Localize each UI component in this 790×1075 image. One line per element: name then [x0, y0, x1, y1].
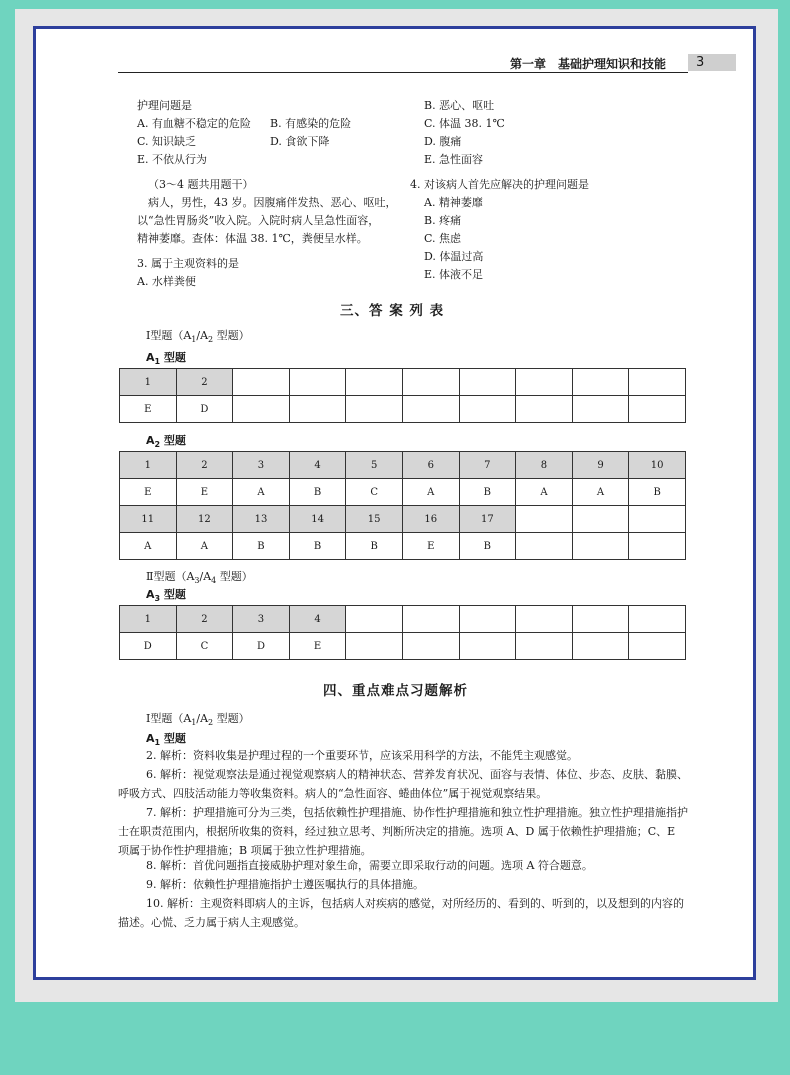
a2-num-cell: 11 — [120, 506, 177, 533]
a2-answer-cell: A — [572, 479, 629, 506]
answers-section-title: 三、答 案 列 表 — [340, 303, 445, 319]
a1-answer-cell — [233, 396, 290, 423]
analysis-type1-label: Ⅰ型题（$A_1/A_2$ 型题） — [146, 712, 250, 728]
a3-num-cell — [516, 606, 573, 633]
header-rule — [118, 72, 688, 73]
a3-answer-cell — [629, 633, 686, 660]
a3-answer-cell: E — [289, 633, 346, 660]
a1-num-cell — [233, 369, 290, 396]
a2-answer-cell: A — [402, 479, 459, 506]
answers-a1-label: $A_1$ 型题 — [146, 351, 186, 367]
a2-answer-cell — [629, 533, 686, 560]
q4-option-a: A. 精神萎靡 — [424, 196, 483, 209]
q2-option-b: B. 有感染的危险 — [270, 117, 352, 130]
q2-option-d: D. 食欲下降 — [270, 135, 330, 148]
q3-option-a: A. 水样粪便 — [137, 275, 196, 288]
a1-num-cell: 1 — [120, 369, 177, 396]
a2-answer-cell: B — [629, 479, 686, 506]
a2-num-cell: 12 — [176, 506, 233, 533]
q3-option-d: D. 腹痛 — [424, 135, 462, 148]
a2-num-cell: 7 — [459, 452, 516, 479]
a2-num-cell: 15 — [346, 506, 403, 533]
a1-answer-cell: E — [120, 396, 177, 423]
a3-answer-cell: C — [176, 633, 233, 660]
a1-answer-cell — [572, 396, 629, 423]
analysis-a1-label: $A_1$ 型题 — [146, 732, 186, 748]
a2-num-cell — [572, 506, 629, 533]
a2-answer-cell: A — [120, 533, 177, 560]
q4-option-e: E. 体液不足 — [424, 268, 484, 281]
a3-num-cell: 4 — [289, 606, 346, 633]
a3-answer-cell — [346, 633, 403, 660]
q4-option-c: C. 焦虑 — [424, 232, 462, 245]
q4-option-b: B. 疼痛 — [424, 214, 462, 227]
analysis-item-10: 10. 解析：主观资料即病人的主诉，包括病人对疾病的感觉，对所经历的、看到的、听到的，以及想到的内容的描述。心慌、乏力属于病人主观感觉。 — [118, 897, 684, 929]
q4-stem: 4. 对该病人首先应解决的护理问题是 — [410, 178, 589, 191]
q3-stem: 3. 属于主观资料的是 — [137, 257, 239, 270]
a2-answer-cell — [516, 533, 573, 560]
a1-answer-cell — [402, 396, 459, 423]
a2-num-cell: 1 — [120, 452, 177, 479]
a2-answer-cell: A — [233, 479, 290, 506]
a3-answer-cell: D — [120, 633, 177, 660]
analysis-item-8: 8. 解析：首优问题指直接威胁护理对象生命，需要立即采取行动的问题。选项 A 符合题意。 — [146, 859, 593, 872]
a1-answer-cell — [459, 396, 516, 423]
a3-num-cell — [572, 606, 629, 633]
analysis-item-7: 7. 解析：护理措施可分为三类，包括依赖性护理措施、协作性护理措施和独立性护理措施。独立性护理措施指护士在职责范围内，根据所收集的资料，经过独立思考、判断所决定的措施。选项 A、D 属于依赖性护理措施；C、E 项属于协作性护理措施；B 项属于独立性护理措施。 — [118, 806, 688, 857]
a2-answer-cell: A — [516, 479, 573, 506]
a2-num-cell: 4 — [289, 452, 346, 479]
a1-num-cell — [402, 369, 459, 396]
a3-num-cell — [629, 606, 686, 633]
a3-answer-cell — [516, 633, 573, 660]
q2-stem: 护理问题是 — [137, 99, 192, 112]
analysis-section-title: 四、重点难点习题解析 — [323, 683, 468, 699]
q4-option-d: D. 体温过高 — [424, 250, 484, 263]
a2-num-cell: 8 — [516, 452, 573, 479]
a1-num-cell — [572, 369, 629, 396]
a1-num-cell — [346, 369, 403, 396]
q3-option-c: C. 体温 38. 1℃ — [424, 117, 505, 130]
a1-num-cell: 2 — [176, 369, 233, 396]
a1-num-cell — [516, 369, 573, 396]
q3-option-e: E. 急性面容 — [424, 153, 484, 166]
a2-num-cell: 6 — [402, 452, 459, 479]
a2-answer-table — [119, 451, 686, 560]
case-line-2: 以“急性胃肠炎”收入院。入院时病人呈急性面容， — [137, 214, 380, 227]
a2-answer-cell: E — [176, 479, 233, 506]
a3-answer-table — [119, 605, 686, 660]
a2-num-cell: 17 — [459, 506, 516, 533]
a1-num-cell — [289, 369, 346, 396]
a3-answer-cell — [459, 633, 516, 660]
a2-answer-cell: B — [233, 533, 290, 560]
a2-answer-cell: E — [120, 479, 177, 506]
a1-answer-cell — [346, 396, 403, 423]
a3-answer-cell: D — [233, 633, 290, 660]
a2-num-cell: 5 — [346, 452, 403, 479]
answers-type2-label: Ⅱ型题（$A_3/A_4$ 型题） — [146, 570, 253, 586]
a1-num-cell — [629, 369, 686, 396]
analysis-item-2: 2. 解析：资料收集是护理过程的一个重要环节，应该采用科学的方法，不能凭主观感觉。 — [146, 749, 578, 762]
a1-answer-cell: D — [176, 396, 233, 423]
answers-type1-label: Ⅰ型题（$A_1/A_2$ 型题） — [146, 329, 250, 345]
answers-a3-label: $A_3$ 型题 — [146, 588, 186, 604]
q3-option-b: B. 恶心、呕吐 — [424, 99, 495, 112]
q2-option-e: E. 不依从行为 — [137, 153, 208, 166]
a1-answer-table — [119, 368, 686, 423]
page-number: 3 — [688, 54, 736, 71]
a3-num-cell: 3 — [233, 606, 290, 633]
a2-num-cell — [516, 506, 573, 533]
a2-num-cell: 9 — [572, 452, 629, 479]
q2-option-c: C. 知识缺乏 — [137, 135, 197, 148]
a2-answer-cell: A — [176, 533, 233, 560]
answers-a2-label: $A_2$ 型题 — [146, 434, 186, 450]
q2-option-a: A. 有血糖不稳定的危险 — [137, 117, 251, 130]
a1-answer-cell — [629, 396, 686, 423]
a2-answer-cell: E — [402, 533, 459, 560]
a2-num-cell: 2 — [176, 452, 233, 479]
case-title: （3～4 题共用题干） — [148, 178, 254, 191]
a2-answer-cell: B — [289, 479, 346, 506]
a2-answer-cell: B — [459, 479, 516, 506]
case-line-3: 精神萎靡。查体：体温 38. 1℃，粪便呈水样。 — [137, 232, 368, 245]
a3-num-cell: 2 — [176, 606, 233, 633]
a2-num-cell: 16 — [402, 506, 459, 533]
chapter-header: 第一章 基础护理知识和技能 — [510, 57, 667, 71]
a2-answer-cell: B — [346, 533, 403, 560]
a2-num-cell — [629, 506, 686, 533]
a1-answer-cell — [289, 396, 346, 423]
a1-num-cell — [459, 369, 516, 396]
a2-num-cell: 14 — [289, 506, 346, 533]
analysis-item-9: 9. 解析：依赖性护理措施指护士遵医嘱执行的具体措施。 — [146, 878, 424, 891]
a3-num-cell — [346, 606, 403, 633]
a2-answer-cell — [572, 533, 629, 560]
a2-num-cell: 10 — [629, 452, 686, 479]
analysis-item-6: 6. 解析：视觉观察法是通过视觉观察病人的精神状态、营养发育状况、面容与表情、体位、步态、皮肤、黏膜、呼吸方式、四肢活动能力等收集资料。病人的“急性面容、蜷曲体位”属于视觉观察结果。 — [118, 768, 688, 800]
a2-answer-cell: C — [346, 479, 403, 506]
a3-answer-cell — [572, 633, 629, 660]
a3-num-cell — [402, 606, 459, 633]
a3-num-cell — [459, 606, 516, 633]
a2-answer-cell: B — [459, 533, 516, 560]
case-line-1: 病人，男性，43 岁。因腹痛伴发热、恶心、呕吐， — [148, 196, 397, 209]
a1-answer-cell — [516, 396, 573, 423]
a3-num-cell: 1 — [120, 606, 177, 633]
a2-num-cell: 13 — [233, 506, 290, 533]
a3-answer-cell — [402, 633, 459, 660]
a2-answer-cell: B — [289, 533, 346, 560]
a2-num-cell: 3 — [233, 452, 290, 479]
